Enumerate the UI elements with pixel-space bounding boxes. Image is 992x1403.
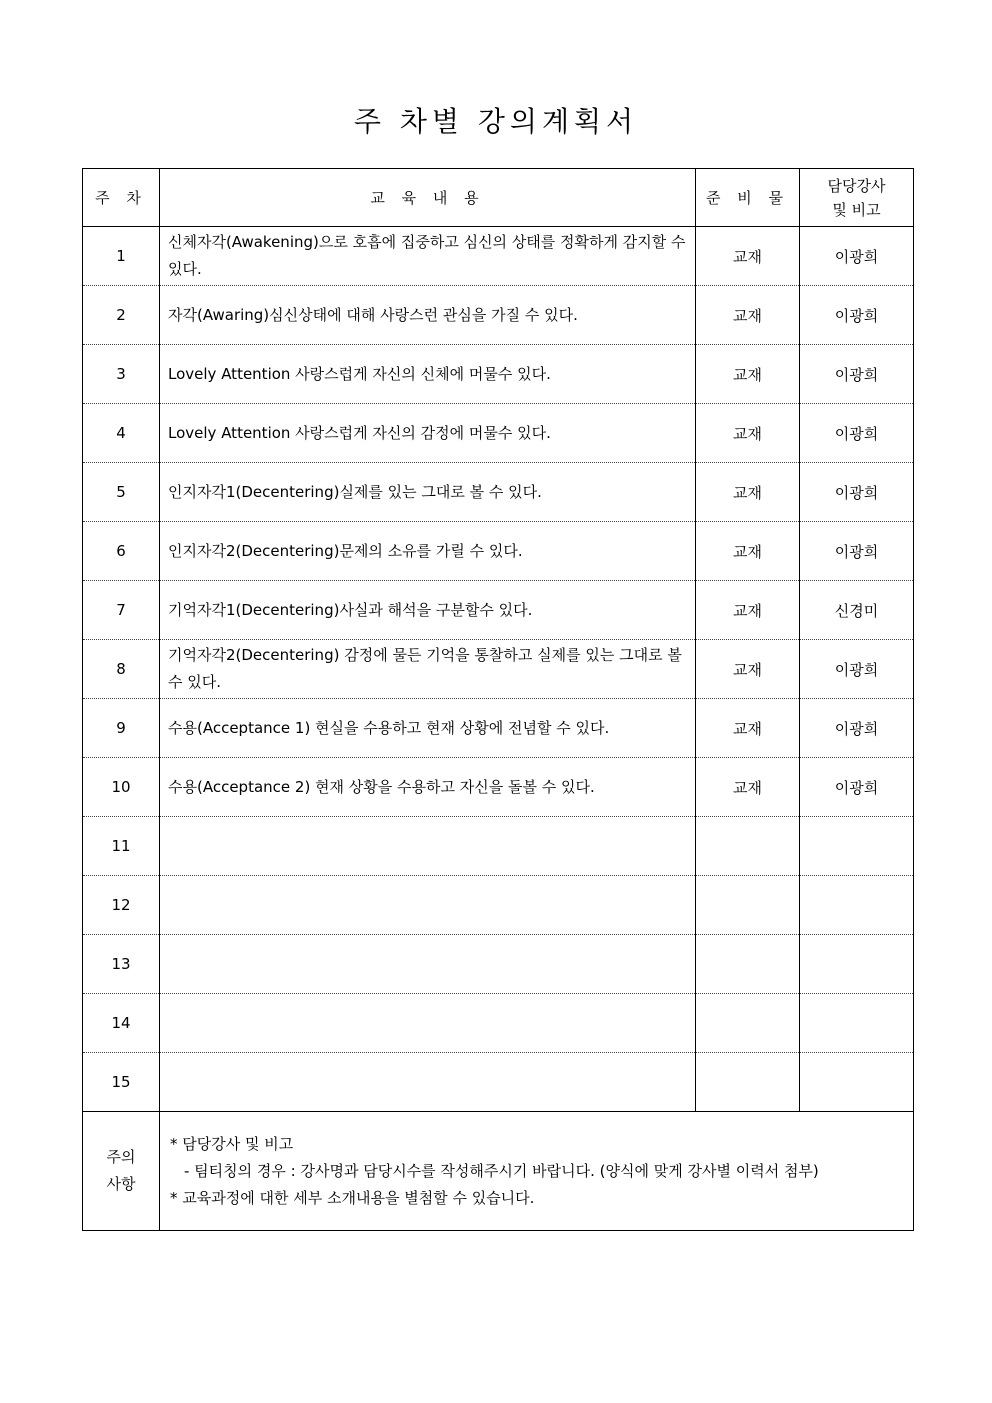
notes-body — [160, 1112, 914, 1231]
table-row — [83, 286, 914, 345]
header-instructor — [800, 169, 914, 227]
header-materials-label: 준 비 물 — [705, 189, 789, 207]
content-cell: Lovely Attention 사랑스럽게 자신의 감정에 머물수 있다. — [160, 404, 696, 463]
materials-cell — [696, 1053, 800, 1112]
header-materials — [696, 169, 800, 227]
content-cell: Lovely Attention 사랑스럽게 자신의 신체에 머물수 있다. — [160, 345, 696, 404]
materials-cell: 교재 — [696, 699, 800, 758]
content-cell: 자각(Awaring)심신상태에 대해 사랑스런 관심을 가질 수 있다. — [160, 286, 696, 345]
table-row — [83, 522, 914, 581]
materials-cell: 교재 — [696, 640, 800, 699]
content-cell — [160, 935, 696, 994]
header-instructor-line1: 담당강사 — [827, 176, 886, 195]
header-week-label: 주 차 — [95, 189, 147, 207]
content-cell — [160, 817, 696, 876]
instructor-cell — [800, 876, 914, 935]
instructor-cell: 신경미 — [800, 581, 914, 640]
header-content-label: 교 육 내 용 — [370, 189, 485, 207]
materials-cell — [696, 876, 800, 935]
table-row — [83, 345, 914, 404]
content-cell: 인지자각1(Decentering)실제를 있는 그대로 볼 수 있다. — [160, 463, 696, 522]
materials-cell: 교재 — [696, 286, 800, 345]
instructor-cell: 이광희 — [800, 404, 914, 463]
content-cell: 수용(Acceptance 1) 현실을 수용하고 현재 상황에 전념할 수 있다. — [160, 699, 696, 758]
week-cell: 1 — [83, 227, 160, 286]
plan-body — [83, 227, 914, 1112]
materials-cell — [696, 994, 800, 1053]
week-cell: 8 — [83, 640, 160, 699]
week-cell: 11 — [83, 817, 160, 876]
materials-cell: 교재 — [696, 345, 800, 404]
instructor-cell — [800, 935, 914, 994]
header-row — [83, 169, 914, 227]
header-week — [83, 169, 160, 227]
materials-cell — [696, 935, 800, 994]
week-cell: 6 — [83, 522, 160, 581]
note-line-3: * 교육과정에 대한 세부 소개내용을 별첨할 수 있습니다. — [170, 1188, 535, 1207]
instructor-cell: 이광희 — [800, 640, 914, 699]
content-cell — [160, 994, 696, 1053]
week-cell: 12 — [83, 876, 160, 935]
header-content — [160, 169, 696, 227]
week-cell: 9 — [83, 699, 160, 758]
content-cell: 신체자각(Awakening)으로 호흡에 집중하고 심신의 상태를 정확하게 감지할 수 있다. — [160, 227, 696, 286]
week-cell: 15 — [83, 1053, 160, 1112]
week-cell: 5 — [83, 463, 160, 522]
page-title: 주 차별 강의계획서 — [353, 105, 639, 138]
table-row — [83, 463, 914, 522]
lecture-plan-table — [82, 168, 914, 1231]
content-cell: 기억자각2(Decentering) 감정에 물든 기억을 통찰하고 실제를 있는 그대로 볼 수 있다. — [160, 640, 696, 699]
table-row — [83, 935, 914, 994]
instructor-cell: 이광희 — [800, 522, 914, 581]
instructor-cell — [800, 1053, 914, 1112]
content-cell — [160, 876, 696, 935]
instructor-cell: 이광희 — [800, 286, 914, 345]
table-row — [83, 699, 914, 758]
week-cell: 2 — [83, 286, 160, 345]
content-cell — [160, 1053, 696, 1112]
table-row — [83, 404, 914, 463]
week-cell: 10 — [83, 758, 160, 817]
week-cell: 7 — [83, 581, 160, 640]
table-row — [83, 640, 914, 699]
instructor-cell — [800, 817, 914, 876]
table-row — [83, 227, 914, 286]
week-cell: 3 — [83, 345, 160, 404]
table-row — [83, 817, 914, 876]
instructor-cell: 이광희 — [800, 463, 914, 522]
content-cell: 기억자각1(Decentering)사실과 해석을 구분할수 있다. — [160, 581, 696, 640]
table-row — [83, 581, 914, 640]
materials-cell: 교재 — [696, 758, 800, 817]
table-row — [83, 994, 914, 1053]
materials-cell: 교재 — [696, 404, 800, 463]
header-instructor-line2: 및 비고 — [832, 200, 881, 219]
instructor-cell: 이광희 — [800, 758, 914, 817]
materials-cell: 교재 — [696, 522, 800, 581]
notes-label-line1: 주의 — [106, 1148, 136, 1166]
note-line-2: - 팀티칭의 경우 : 강사명과 담당시수를 작성해주시기 바랍니다. (양식에 맞게 강사별 이력서 첨부) — [184, 1161, 819, 1180]
week-cell: 4 — [83, 404, 160, 463]
instructor-cell: 이광희 — [800, 227, 914, 286]
notes-row — [83, 1112, 914, 1231]
materials-cell: 교재 — [696, 227, 800, 286]
materials-cell: 교재 — [696, 581, 800, 640]
content-cell: 인지자각2(Decentering)문제의 소유를 가릴 수 있다. — [160, 522, 696, 581]
note-line-1: * 담당강사 및 비고 — [170, 1134, 294, 1153]
table-row — [83, 876, 914, 935]
content-cell: 수용(Acceptance 2) 현재 상황을 수용하고 자신을 돌볼 수 있다. — [160, 758, 696, 817]
table-row — [83, 1053, 914, 1112]
instructor-cell: 이광희 — [800, 699, 914, 758]
instructor-cell: 이광희 — [800, 345, 914, 404]
instructor-cell — [800, 994, 914, 1053]
week-cell: 14 — [83, 994, 160, 1053]
table-row — [83, 758, 914, 817]
materials-cell — [696, 817, 800, 876]
notes-label — [83, 1112, 160, 1231]
materials-cell: 교재 — [696, 463, 800, 522]
week-cell: 13 — [83, 935, 160, 994]
notes-label-line2: 사항 — [106, 1175, 136, 1193]
